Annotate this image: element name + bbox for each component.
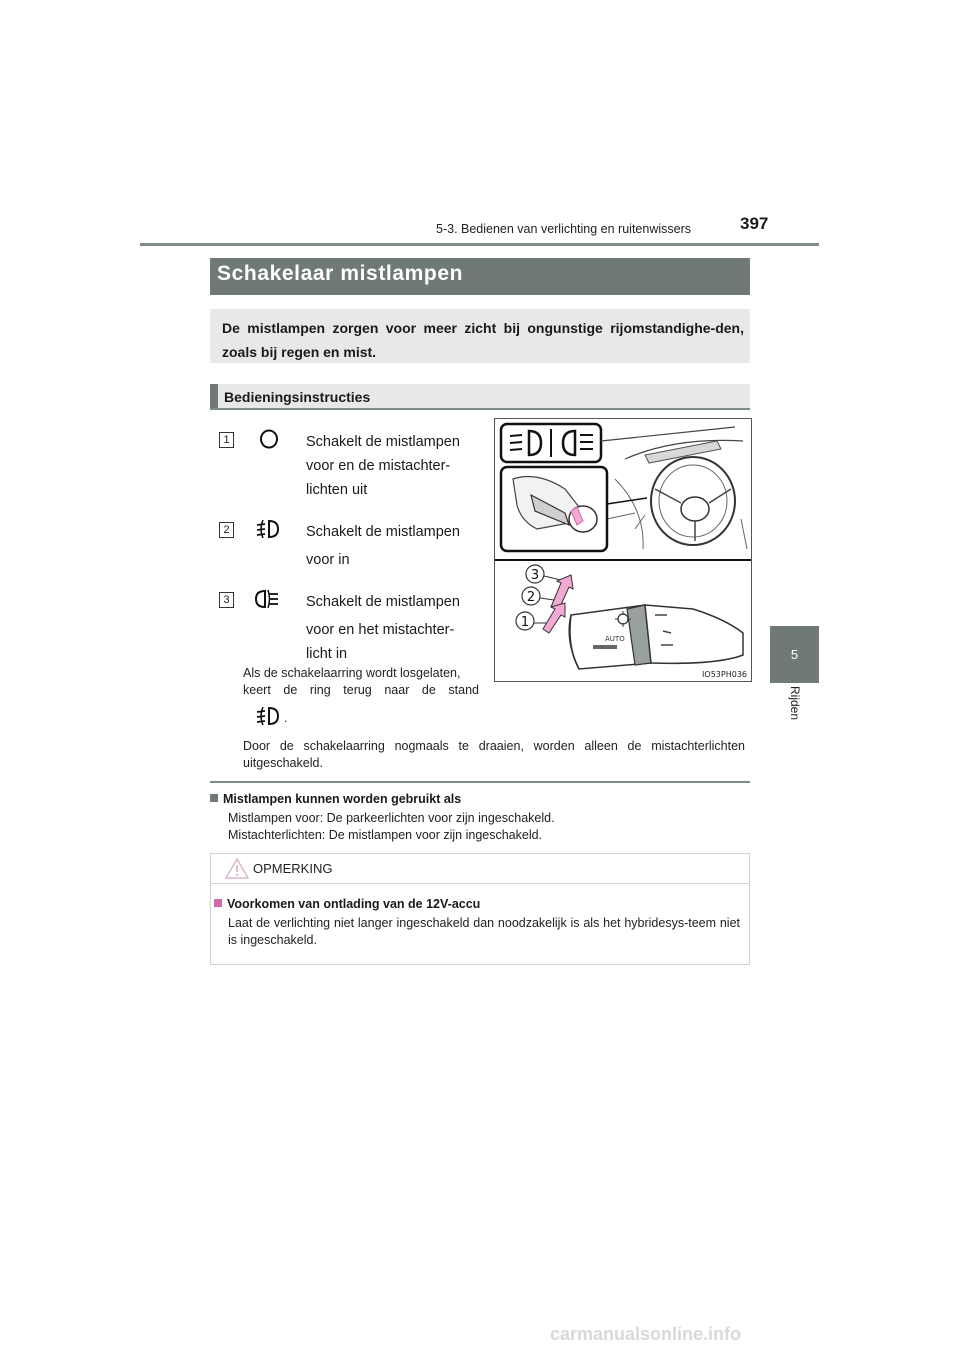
section-marker xyxy=(210,384,218,408)
notice-item-text: Laat de verlichting niet langer ingeschakeld dan noodzakelijk is als het hybridesys-teem niet is ingeschakeld. xyxy=(228,916,740,947)
chapter-label: Rijden xyxy=(788,686,802,721)
step-number-3: 3 xyxy=(219,592,234,608)
callout-3: 3 xyxy=(530,568,540,583)
section-rule xyxy=(210,408,750,410)
step-2-line-2: voor in xyxy=(306,552,350,568)
notice-title: OPMERKING xyxy=(253,861,333,876)
callout-2: 2 xyxy=(526,590,536,605)
step-3-text xyxy=(306,590,481,666)
running-head: 5-3. Bedienen van verlichting en ruitenwissers xyxy=(436,222,691,236)
fog-switch-drawing xyxy=(495,419,751,681)
step-3-line-3: licht in xyxy=(306,646,348,662)
release-note-line-2: keert de ring terug naar de stand xyxy=(243,683,479,697)
step-1-line-2: voor en de mistachter- xyxy=(306,458,451,474)
notice-item-heading-text: Voorkomen van ontlading van de 12V-accu xyxy=(227,897,481,911)
bullet-square-icon xyxy=(210,794,218,802)
section-title: Bedieningsinstructies xyxy=(224,389,371,405)
chapter-tab: 5 xyxy=(770,626,819,683)
figure-code: IO53PH036 xyxy=(702,670,747,679)
fog-switch-illustration xyxy=(494,418,752,682)
step-1-text xyxy=(306,430,481,502)
page-number: 397 xyxy=(740,214,769,233)
intro-text: De mistlampen zorgen voor meer zicht bij ongunstige rijomstandighe-den, zoals bij regen en mist. xyxy=(222,320,744,360)
rear-fog-light-icon xyxy=(254,588,280,610)
usage-line-2: Mistachterlichten: De mistlampen voor zijn ingeschakeld. xyxy=(228,828,543,842)
step-2-line-1: Schakelt de mistlampen xyxy=(306,524,460,540)
step-1-line-3: lichten uit xyxy=(306,482,368,498)
step-3-line-1: Schakelt de mistlampen xyxy=(306,594,460,610)
section-divider xyxy=(210,781,750,783)
front-fog-light-icon xyxy=(254,705,280,727)
release-note-line-1: Als de schakelaarring wordt losgelaten, xyxy=(243,666,461,680)
auto-label: AUTO xyxy=(605,635,625,643)
header-rule xyxy=(140,243,819,246)
notice-item-heading xyxy=(214,897,480,911)
step-3-line-2: voor en het mistachter- xyxy=(306,622,455,638)
step-number-2: 2 xyxy=(219,522,234,538)
usage-heading-text: Mistlampen kunnen worden gebruikt als xyxy=(223,792,462,806)
off-icon xyxy=(256,428,282,450)
step-number-1: 1 xyxy=(219,432,234,448)
page-title: Schakelaar mistlampen xyxy=(217,262,464,285)
usage-heading xyxy=(210,792,461,806)
watermark: carmanualsonline.info xyxy=(550,1324,742,1344)
warning-triangle-icon xyxy=(224,857,250,880)
bullet-square-icon xyxy=(214,899,222,907)
front-fog-light-icon xyxy=(254,518,280,540)
release-note-suffix: . xyxy=(284,711,288,725)
rotate-note: Door de schakelaarring nogmaals te draaien, worden alleen de mistachterlichten uitgeschakeld. xyxy=(243,739,745,770)
release-note xyxy=(243,665,479,699)
step-1-line-1: Schakelt de mistlampen xyxy=(306,434,460,450)
callout-1: 1 xyxy=(520,615,530,630)
usage-line-1: Mistlampen voor: De parkeerlichten voor zijn ingeschakeld. xyxy=(228,811,555,825)
step-2-text xyxy=(306,520,481,572)
